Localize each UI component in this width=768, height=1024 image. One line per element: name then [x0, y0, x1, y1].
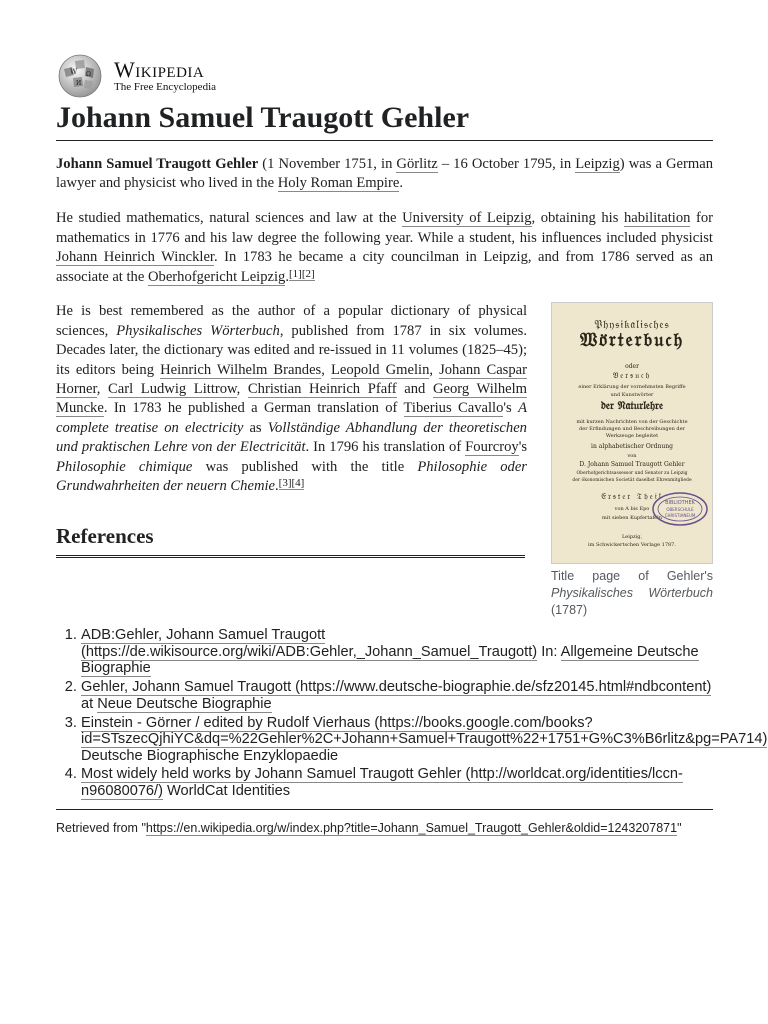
svg-text:BIBLIOTHEK: BIBLIOTHEK: [665, 500, 695, 507]
link-georg-wilhelm-muncke[interactable]: Georg Wilhelm Muncke: [56, 381, 528, 417]
library-stamp-icon: [650, 489, 710, 529]
svg-text:CHRISTIANEUM: CHRISTIANEUM: [664, 513, 696, 519]
wikipedia-tagline: The Free Encyclopedia: [114, 81, 217, 93]
link-fourcroy[interactable]: Fourcroy: [465, 439, 519, 456]
link-university-of-leipzig[interactable]: University of Leipzig: [402, 210, 532, 227]
link-oberhofgericht-leipzig[interactable]: Oberhofgericht Leipzig: [147, 268, 286, 285]
wikipedia-logo[interactable]: [56, 52, 713, 100]
reference-item-3: 3. Einstein - Görner / edited by Rudolf Vierhaus (https://books.google.com/books?id=STszecQjhiYC&dq=%22Gehler%2C+Johann+Samuel+Traugott%22+1751+G%C3%B6rlitz&pg=PA714) Deutsche Biographische Enzyklopaedie: [81, 715, 713, 765]
reference-item-4: 4. Most widely held works by Johann Samuel Traugott Gehler (http://worldcat.org/identities/lccn-n96080076/) WorldCat Identities: [81, 766, 713, 799]
link-habilitation[interactable]: habilitation: [623, 210, 691, 227]
link-leopold-gmelin[interactable]: Leopold Gmelin: [330, 361, 430, 378]
reference-link-1b[interactable]: Allgemeine Deutsche Biographie: [81, 643, 699, 677]
link-johann-heinrich-winckler[interactable]: Johann Heinrich Winckler: [56, 249, 214, 266]
reference-link-2[interactable]: Gehler, Johann Samuel Traugott (https://www.deutsche-biographie.de/sfz20145.html#ndbcontent): [81, 679, 712, 696]
svg-text:Ω: Ω: [86, 71, 91, 78]
citation-1: [289, 268, 315, 281]
link-johann-caspar-horner[interactable]: Johann Caspar Horner: [56, 361, 527, 398]
footer-divider: [56, 809, 713, 810]
reference-item-2: 2. Gehler, Johann Samuel Traugott (https://www.deutsche-biographie.de/sfz20145.html#ndbcontent) at Neue Deutsche Biographie: [81, 679, 713, 712]
reference-link-2b[interactable]: Neue Deutsche Biographie: [97, 695, 272, 712]
reference-item-1: 1. ADB:Gehler, Johann Samuel Traugott (https://de.wikisource.org/wiki/ADB:Gehler,_Johann_Samuel_Traugott) In: Allgemeine Deutsche Biographie: [81, 627, 713, 677]
article-page: [56, 52, 768, 836]
reference-link-1[interactable]: ADB:Gehler, Johann Samuel Traugott (https://de.wikisource.org/wiki/ADB:Gehler,_Johann_Samuel_Traugott): [81, 627, 538, 660]
citation-link-2[interactable]: [2]: [301, 267, 315, 280]
link-carl-ludwig-littrow[interactable]: Carl Ludwig Littrow: [108, 381, 237, 398]
title-page-image[interactable]: 𝔓𝔥𝔶𝔰𝔦𝔨𝔞𝔩𝔦𝔰𝔠𝔥𝔢𝔰 𝔚𝔬̈𝔯𝔱𝔢𝔯𝔟𝔲𝔠𝔥 oder 𝔙𝔢𝔯𝔰𝔲𝔠𝔥 einer Erklärung der vornehmsten Begriffe und Kunstwörter 𝔡𝔢𝔯 𝔑𝔞𝔱𝔲𝔯𝔩𝔢𝔥𝔯𝔢 mit kurzen Nachrichten von der Geschichte der Erfindungen und Beschreibungen der Werkzeuge begleitet in alphabetischer Ordnung von D. Johann Samuel Traugott Gehler Oberhofgerichtsassessor und Senator zu Leipzig der ökonomischen Societät daselbst Ehrenmitgliede 𝔈𝔯𝔰𝔱𝔢𝔯 𝔗𝔥𝔢𝔦𝔩 von A bis Epo mit sieben Kupfertafeln Leipzig, im Schwickertschen Verlage 1787. BIBLIOTHEK OBERSCHULE CHRISTIANEUM: [551, 302, 713, 564]
link-holy-roman-empire[interactable]: Holy Roman Empire: [277, 175, 400, 192]
article-body: [56, 155, 713, 618]
reference-link-3[interactable]: Einstein - Görner / edited by Rudolf Vierhaus (https://books.google.com/books?id=STszecQjhiYC&dq=%22Gehler%2C+Johann+Samuel+Traugott%22+1751+G%C3%B6rlitz&pg=PA714): [81, 714, 768, 748]
title-page-figure: [551, 302, 713, 619]
svg-text:W: W: [70, 68, 78, 76]
figure-caption: Title page of Gehler's Physikalisches Wörterbuch (1787): [551, 569, 713, 618]
reference-link-4[interactable]: Most widely held works by Johann Samuel Traugott Gehler (http://worldcat.org/identities/lccn-n96080076/): [81, 766, 683, 799]
paragraph-intro: Johann Samuel Traugott Gehler (1 November 1751, in Görlitz – 16 October 1795, in Leipzig) was a German lawyer and physicist who lived in the Holy Roman Empire.: [56, 156, 713, 192]
retrieved-from: Retrieved from "https://en.wikipedia.org/w/index.php?title=Johann_Samuel_Traugott_Gehler&oldid=1243207871": [56, 821, 682, 836]
citation-3: [279, 477, 305, 490]
svg-text:OBERSCHULE: OBERSCHULE: [666, 507, 694, 513]
retrieved-url-link[interactable]: https://en.wikipedia.org/w/index.php?title=Johann_Samuel_Traugott_Gehler&oldid=1243207871: [145, 821, 678, 836]
citation-link-3[interactable]: [3]: [278, 477, 292, 490]
references-list: [56, 627, 768, 799]
link-heinrich-wilhelm-brandes[interactable]: Heinrich Wilhelm Brandes: [160, 361, 322, 378]
citation-link-4[interactable]: [4]: [291, 477, 305, 490]
svg-text:И: И: [76, 80, 82, 87]
citation-link-1[interactable]: [1]: [289, 267, 302, 280]
wikipedia-wordmark: Wikipedia: [114, 57, 205, 82]
paragraph-works: He is best remembered as the author of a popular dictionary of physical sciences, Physikalisches Wörterbuch, published from 1787 in six volumes. Decades later, the dictionary was edited and re-issued in 11 volumes (1825–45); its editors being Heinrich Wilhelm Brandes, Leopold Gmelin, Johann Caspar Horner, Carl Ludwig Littrow, Christian Heinrich Pfaff and Georg Wilhelm Muncke. In 1783 he published a German translation of Tiberius Cavallo's A complete treatise on electricity as Vollständige Abhandlung der theoretischen und praktischen Lehre von der Electricität. In 1796 his translation of Fourcroy's Philosophie chimique was published with the title Philosophie oder Grundwahrheiten der neuern Chemie.[3][4]: [56, 303, 528, 495]
subject-name: Johann Samuel Traugott Gehler: [56, 156, 259, 172]
link-tiberius-cavallo[interactable]: Tiberius Cavallo: [403, 400, 504, 417]
link-gorlitz[interactable]: Görlitz: [396, 156, 438, 172]
link-christian-heinrich-pfaff[interactable]: Christian Heinrich Pfaff: [247, 381, 397, 398]
link-leipzig[interactable]: Leipzig: [575, 156, 620, 172]
references-heading: References: [56, 523, 525, 558]
wikipedia-globe-icon: [56, 53, 104, 99]
paragraph-education: He studied mathematics, natural sciences and law at the University of Leipzig, obtaining his habilitation for mathematics in 1776 and his law degree the following year. While a student, his influences included physicist Johann Heinrich Winckler. In 1783 he became a city councilman in Leipzig, and from 1786 served as an associate at the Oberhofgericht Leipzig.[1][2]: [56, 210, 713, 285]
page-title: Johann Samuel Traugott Gehler: [56, 100, 713, 141]
